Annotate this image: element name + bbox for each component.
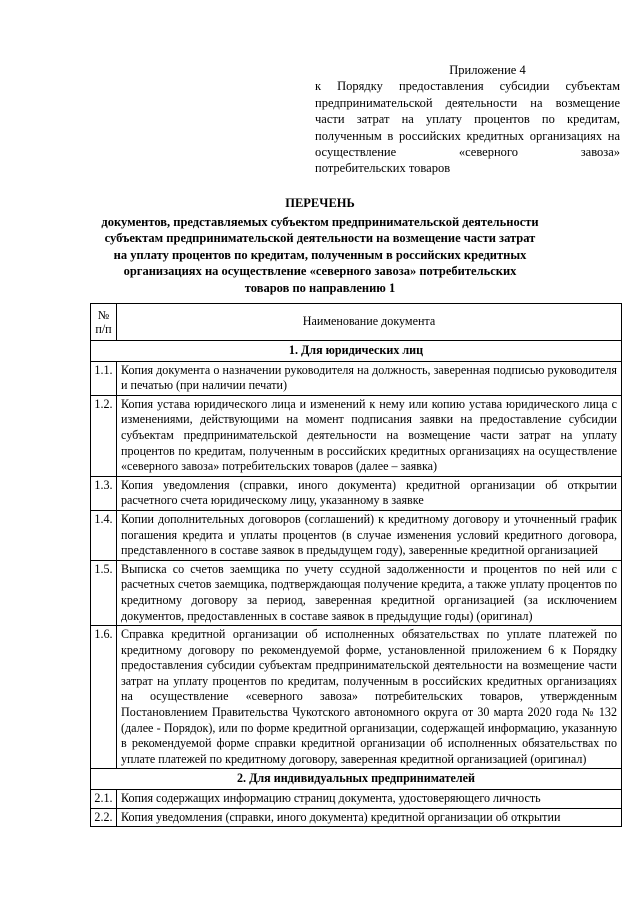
row-number: 1.4.: [91, 510, 117, 560]
row-text: Копия уведомления (справки, иного документа) кредитной организации об открытии расчетного счета юридическому лицу, указанному в заявке: [117, 476, 622, 510]
document-heading: [100, 195, 540, 297]
row-number: 1.1.: [91, 361, 117, 395]
row-number: 1.3.: [91, 476, 117, 510]
row-number: 1.6.: [91, 626, 117, 769]
row-text: Копия документа о назначении руководителя на должность, заверенная подписью руководителя и печатью (при наличии печати): [117, 361, 622, 395]
column-header-number-abbr: п/п: [95, 322, 112, 336]
column-header-number-sign: №: [97, 308, 110, 322]
row-text: Выписка со счетов заемщика по учету ссудной задолженности и процентов по ней или с расчетных счетов заемщика, подтверждающая получение кредита, а также уплату процентов по кредитному договору за период, заверенная кредитной организацией (за исключением документов, предоставленных в составе заявок в предыдущие годы) (оригинал): [117, 560, 622, 625]
documents-table: [90, 303, 622, 827]
table-row: [91, 476, 622, 510]
table-row: [91, 395, 622, 476]
column-header-name: Наименование документа: [117, 304, 622, 341]
document-title: ПЕРЕЧЕНЬ: [285, 196, 355, 210]
section-title: 1. Для юридических лиц: [91, 341, 622, 362]
row-text: Копия уведомления (справки, иного документа) кредитной организации об открытии: [117, 808, 622, 827]
row-text: Копии дополнительных договоров (соглашений) к кредитному договору и уточненный график погашения кредита и уплаты процентов (в случае изменения условий кредитного договора, представленного в составе заявок в предыдущем году), заверенные кредитной организацией: [117, 510, 622, 560]
row-number: 1.5.: [91, 560, 117, 625]
appendix-title: Приложение 4: [449, 63, 526, 77]
table-row: [91, 560, 622, 625]
table-row: [91, 790, 622, 809]
row-text: Справка кредитной организации об исполненных обязательствах по уплате платежей по кредитному договору по рекомендуемой форме, установленной приложением 6 к Порядку предоставления субсидии субъектам предпринимательской деятельности на возмещение части затрат на уплату процентов по кредитам, полученным в российских кредитных организациях на осуществление «северного завоза» потребительских товаров, утвержденным Постановлением Правительства Чукотского автономного округа от 30 марта 2020 года № 132 (далее - Порядок), или по форме кредитной организации, содержащей информацию, указанную в рекомендуемой форме справки кредитной организации об исполненных обязательствах по уплате платежей по кредитному договору, заверенная кредитной организацией (оригинал): [117, 626, 622, 769]
appendix-last-line: потребительских товаров: [315, 161, 451, 176]
row-number: 2.2.: [91, 808, 117, 827]
row-text: Копия устава юридического лица и изменений к нему или копию устава юридического лица с изменениями, действующими на момент подписания заявки на предоставление субсидии субъектам предпринимательской деятельности на возмещение части затрат на уплату процентов по кредитам, полученным в российских кредитных организациях на осуществление «северного завоза» потребительских товаров (далее – заявка): [117, 395, 622, 476]
table-row: [91, 510, 622, 560]
section-row: [91, 769, 622, 790]
appendix-block: [315, 62, 620, 177]
row-text: Копия содержащих информацию страниц документа, удостоверяющего личность: [117, 790, 622, 809]
table-row: [91, 626, 622, 769]
appendix-body: к Порядку предоставления субсидии субъектам предпринимательской деятельности на возмещение части затрат на уплату процентов по кредитам, полученным в российских кредитных организациях на осуществление «северного завоза»: [315, 79, 620, 160]
row-number: 1.2.: [91, 395, 117, 476]
table-row: [91, 808, 622, 827]
section-title: 2. Для индивидуальных предпринимателей: [91, 769, 622, 790]
table-row: [91, 361, 622, 395]
row-number: 2.1.: [91, 790, 117, 809]
column-header-number: [91, 304, 117, 341]
section-row: [91, 341, 622, 362]
document-subtitle: документов, представляемых субъектом предпринимательской деятельности субъектам предпринимательской деятельности на возмещение части затрат на уплату процентов по кредитам, полученным в российских кредитных организациях на осуществление «северного завоза» потребительских товаров по направлению 1: [101, 214, 539, 295]
table-header-row: [91, 304, 622, 341]
